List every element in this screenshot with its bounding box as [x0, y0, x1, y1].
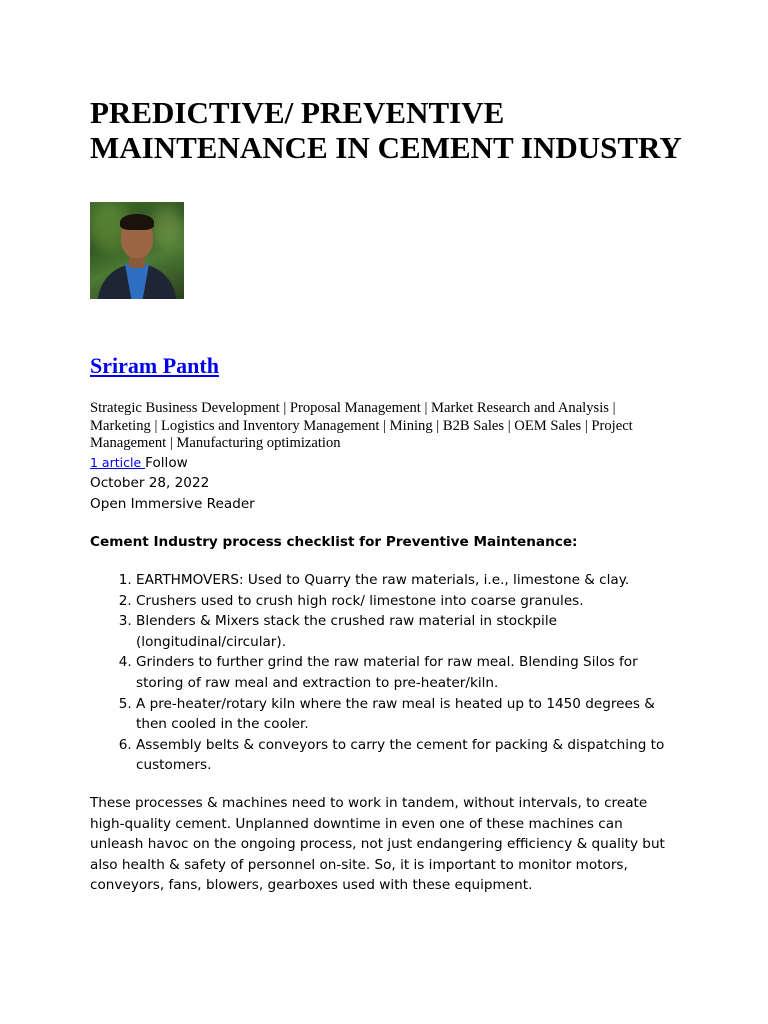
- body-paragraph: These processes & machines need to work in tandem, without intervals, to create high-quality cement. Unplanned downtime in even one of these machines can unleash havoc on the ongoing process, not just endangering efficiency & quality but also health & safety of personnel on-site. So, it is important to monitor motors, conveyors, fans, blowers, gearboxes used with these equipment.: [90, 794, 665, 894]
- checklist-heading: Cement Industry process checklist for Preventive Maintenance:: [90, 534, 578, 550]
- follow-button[interactable]: Follow: [145, 454, 188, 471]
- list-item: 3. Blenders & Mixers stack the crushed raw material in stockpile (longitudinal/circular).: [136, 611, 676, 652]
- list-item: 2. Crushers used to crush high rock/ limestone into coarse granules.: [136, 591, 676, 612]
- list-item: 6. Assembly belts & conveyors to carry the cement for packing & dispatching to customers.: [136, 735, 676, 776]
- author-name-heading: [90, 352, 690, 380]
- process-checklist: [90, 570, 676, 776]
- author-headline: Strategic Business Development | Proposal Management | Market Research and Analysis | Marketing | Logistics and Inventory Management | Mining | B2B Sales | OEM Sales | Project Management | Manufacturing optimization: [90, 400, 633, 451]
- immersive-reader-button[interactable]: Open Immersive Reader: [90, 495, 255, 512]
- list-item: 4. Grinders to further grind the raw material for raw meal. Blending Silos for storing of raw meal and extraction to pre-heater/kiln.: [136, 652, 676, 693]
- author-stats: [90, 453, 690, 474]
- publish-date: October 28, 2022: [90, 475, 210, 491]
- article-title: PREDICTIVE/ PREVENTIVE MAINTENANCE IN CEMENT INDUSTRY: [90, 95, 682, 165]
- list-item: 1. EARTHMOVERS: Used to Quarry the raw materials, i.e., limestone & clay.: [136, 570, 676, 591]
- article-meta: [90, 453, 690, 515]
- articles-count-link[interactable]: 1 article: [90, 454, 146, 470]
- article-page: [90, 95, 690, 910]
- author-name-link[interactable]: Sriram Panth: [90, 353, 219, 378]
- list-item: 5. A pre-heater/rotary kiln where the raw meal is heated up to 1450 degrees & then cooled in the cooler.: [136, 694, 676, 735]
- author-photo[interactable]: [90, 202, 184, 299]
